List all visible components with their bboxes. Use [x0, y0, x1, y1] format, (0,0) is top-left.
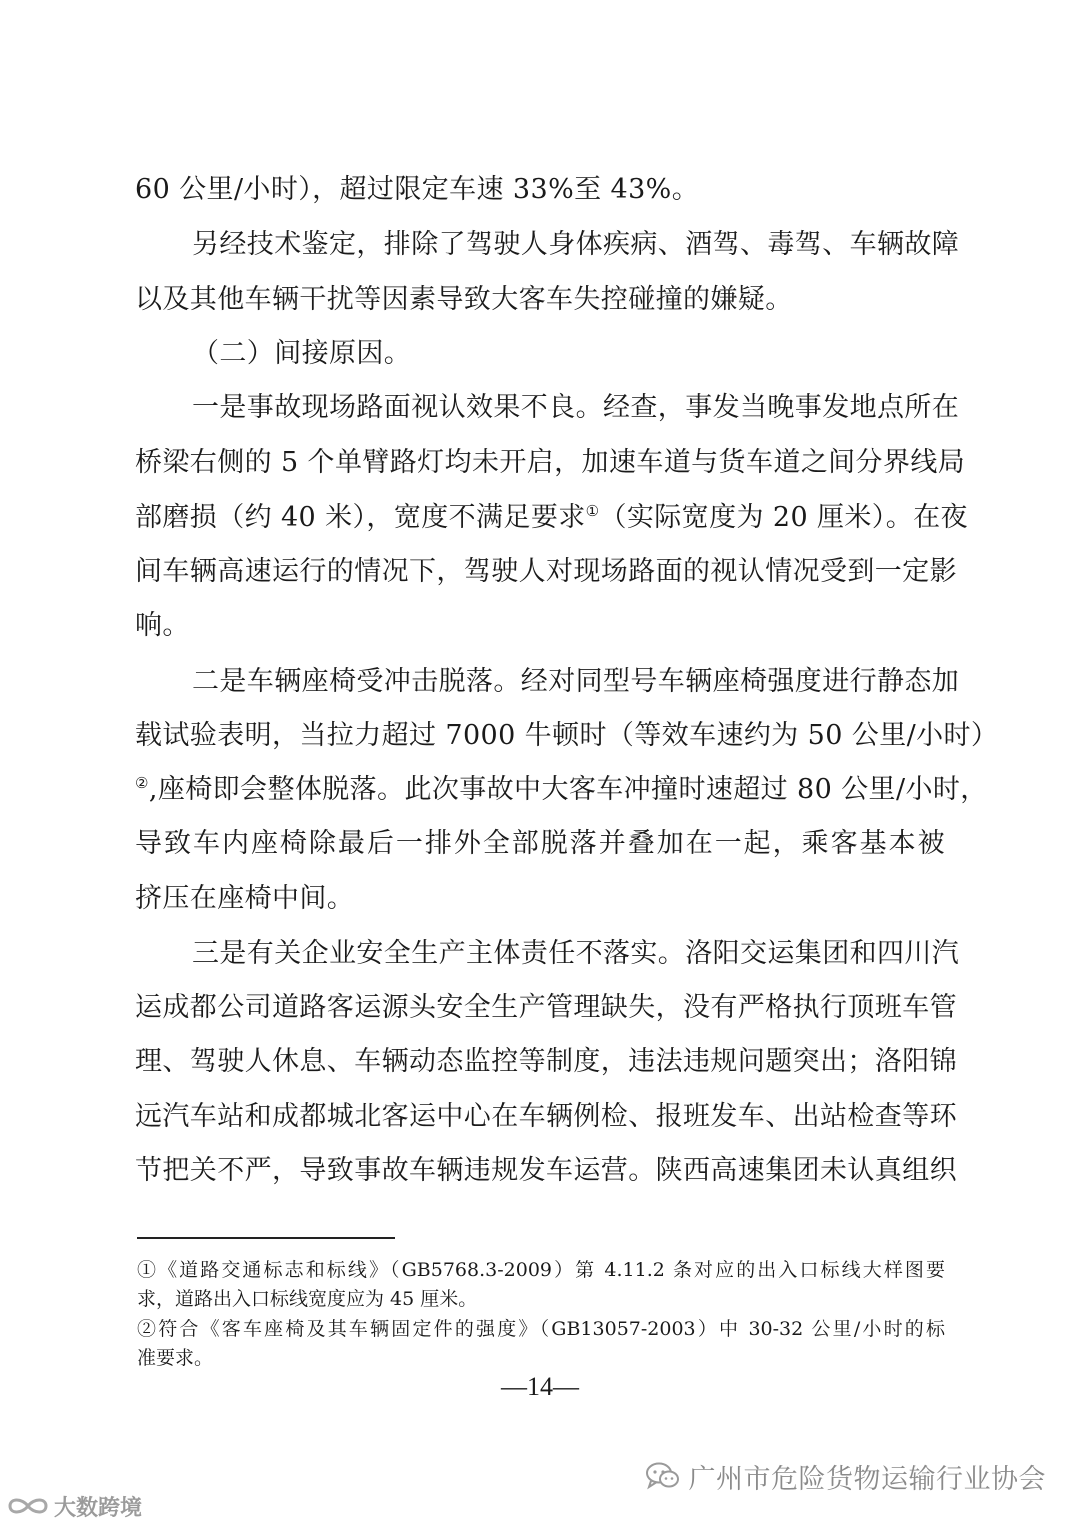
text-line: 导致车内座椅除最后一排外全部脱落并叠加在一起，乘客基本被	[135, 828, 945, 859]
text-line: 理、驾驶人休息、车辆动态监控等制度，违法违规问题突出；洛阳锦	[135, 1046, 957, 1077]
footnote-divider	[137, 1237, 395, 1239]
text-line: 载试验表明，当拉力超过 7000 牛顿时（等效车速约为 50 公里/小时）	[135, 720, 999, 751]
watermark-left-text: 大数跨境	[54, 1495, 143, 1521]
text-line: 运成都公司道路客运源头安全生产管理缺失，没有严格执行顶班车管	[135, 992, 957, 1023]
infinity-logo-icon	[6, 1493, 50, 1519]
text-line	[135, 498, 968, 538]
text-line: 远汽车站和成都城北客运中心在车辆例检、报班发车、出站检查等环	[135, 1101, 957, 1132]
footnote-line: ①《道路交通标志和标线》（GB5768.3-2009）第 4.11.2 条对应的出入口标线大样图要	[137, 1259, 945, 1281]
text-line: 桥梁右侧的 5 个单臂路灯均未开启，加速车道与货车道之间分界线局	[135, 447, 966, 478]
text-line	[135, 770, 988, 810]
text-line: 节把关不严，导致事故车辆违规发车运营。陕西高速集团未认真组织	[135, 1155, 957, 1186]
watermark-left	[6, 1490, 142, 1522]
text-line: 另经技术鉴定，排除了驾驶人身体疾病、酒驾、毒驾、车辆故障	[192, 229, 960, 260]
text-line: 间车辆高速运行的情况下，驾驶人对现场路面的视认情况受到一定影	[135, 556, 957, 587]
text-line: 二是车辆座椅受冲击脱落。经对同型号车辆座椅强度进行静态加	[192, 666, 960, 697]
section-heading: （二）间接原因。	[192, 338, 412, 369]
text-fragment: 部磨损（约 40 米），宽度不满足要求	[135, 502, 586, 533]
text-fragment: ,座椅即会整体脱落。此次事故中大客车冲撞时速超过 80 公里/小时，	[148, 774, 988, 805]
page-number: —14—	[501, 1372, 579, 1401]
watermark-right-text: 广州市危险货物运输行业协会	[688, 1463, 1046, 1495]
text-line: 以及其他车辆干扰等因素导致大客车失控碰撞的嫌疑。	[135, 284, 793, 315]
footnote-marker: ②	[135, 774, 149, 792]
footnote-line: 准要求。	[137, 1347, 214, 1369]
footnote-line: ②符合《客车座椅及其车辆固定件的强度》（GB13057-2003）中 30-32 公里/小时的标	[137, 1318, 945, 1340]
text-line: 60 公里/小时），超过限定车速 33%至 43%。	[135, 174, 700, 205]
text-line: 一是事故现场路面视认效果不良。经查，事发当晚事发地点所在	[192, 392, 960, 423]
watermark-right	[645, 1456, 1047, 1496]
text-line: 响。	[135, 610, 190, 641]
text-line: 挤压在座椅中间。	[135, 883, 355, 914]
footnote-line: 求，道路出入口标线宽度应为 45 厘米。	[137, 1288, 478, 1310]
footnote-marker: ①	[585, 502, 600, 520]
text-line: 三是有关企业安全生产主体责任不落实。洛阳交运集团和四川汽	[192, 938, 960, 969]
wechat-icon	[645, 1461, 681, 1491]
text-fragment: （实际宽度为 20 厘米）。在夜	[599, 502, 968, 533]
